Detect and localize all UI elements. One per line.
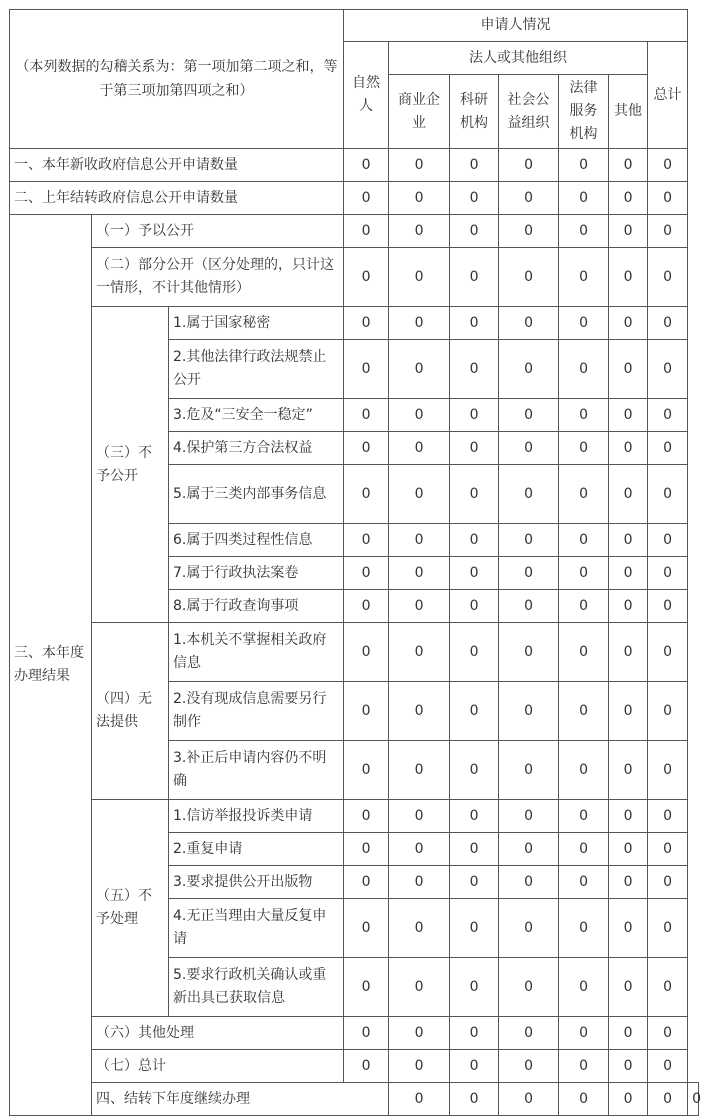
value-cell: 0 xyxy=(609,590,648,623)
row-label-not-process-item: 4.无正当理由大量反复申请 xyxy=(169,899,344,958)
value-cell: 0 xyxy=(389,899,450,958)
row-label-not-process-item: 2.重复申请 xyxy=(169,833,344,866)
value-cell: 0 xyxy=(389,557,450,590)
table-row xyxy=(10,307,699,340)
value-cell: 0 xyxy=(344,623,389,682)
value-cell: 0 xyxy=(609,557,648,590)
value-cell: 0 xyxy=(648,432,688,465)
value-cell: 0 xyxy=(559,182,609,215)
value-cell: 0 xyxy=(499,866,559,899)
value-cell: 0 xyxy=(648,833,688,866)
table-row xyxy=(10,623,699,682)
value-cell: 0 xyxy=(559,524,609,557)
value-cell: 0 xyxy=(648,465,688,524)
row-label-not-disclose-item: 8.属于行政查询事项 xyxy=(169,590,344,623)
value-cell: 0 xyxy=(648,557,688,590)
value-cell: 0 xyxy=(559,340,609,399)
table-row xyxy=(10,149,699,182)
value-cell: 0 xyxy=(499,1083,559,1116)
value-cell: 0 xyxy=(450,307,499,340)
value-cell: 0 xyxy=(344,899,389,958)
value-cell: 0 xyxy=(559,866,609,899)
value-cell: 0 xyxy=(499,149,559,182)
value-cell: 0 xyxy=(450,958,499,1017)
row-label-cannot-provide-item: 2.没有现成信息需要另行制作 xyxy=(169,682,344,741)
value-cell: 0 xyxy=(344,800,389,833)
row-label-other: （六）其他处理 xyxy=(92,1017,344,1050)
value-cell: 0 xyxy=(609,866,648,899)
value-cell: 0 xyxy=(344,557,389,590)
row-label-not-disclose-item: 4.保护第三方合法权益 xyxy=(169,432,344,465)
header-applicant: 申请人情况 xyxy=(344,10,688,42)
value-cell: 0 xyxy=(344,833,389,866)
value-cell: 0 xyxy=(344,1017,389,1050)
row-label-new-requests: 一、本年新收政府信息公开申请数量 xyxy=(10,149,344,182)
value-cell: 0 xyxy=(648,340,688,399)
value-cell: 0 xyxy=(450,432,499,465)
header-sub-legal-service: 法律服务机构 xyxy=(559,75,609,149)
row-label-cannot-provide: （四）无法提供 xyxy=(92,623,169,800)
value-cell: 0 xyxy=(559,215,609,248)
value-cell: 0 xyxy=(344,465,389,524)
row-label-carry-forward: 四、结转下年度继续办理 xyxy=(92,1083,389,1116)
value-cell: 0 xyxy=(499,524,559,557)
value-cell: 0 xyxy=(389,866,450,899)
value-cell: 0 xyxy=(499,557,559,590)
value-cell: 0 xyxy=(499,958,559,1017)
value-cell: 0 xyxy=(499,682,559,741)
value-cell: 0 xyxy=(609,182,648,215)
value-cell: 0 xyxy=(450,623,499,682)
row-label-not-process: （五）不予处理 xyxy=(92,800,169,1017)
value-cell: 0 xyxy=(559,248,609,307)
row-label-not-disclose-item: 1.属于国家秘密 xyxy=(169,307,344,340)
value-cell: 0 xyxy=(450,741,499,800)
value-cell: 0 xyxy=(450,899,499,958)
value-cell: 0 xyxy=(344,524,389,557)
row-label-not-process-item: 1.信访举报投诉类申请 xyxy=(169,800,344,833)
value-cell: 0 xyxy=(559,307,609,340)
row-label-not-disclose-item: 7.属于行政执法案卷 xyxy=(169,557,344,590)
value-cell: 0 xyxy=(450,215,499,248)
value-cell: 0 xyxy=(389,340,450,399)
value-cell: 0 xyxy=(344,307,389,340)
value-cell: 0 xyxy=(344,958,389,1017)
value-cell: 0 xyxy=(499,465,559,524)
value-cell: 0 xyxy=(450,1050,499,1083)
value-cell: 0 xyxy=(389,623,450,682)
value-cell: 0 xyxy=(559,800,609,833)
header-legal-other: 法人或其他组织 xyxy=(389,42,648,75)
row-label-subtotal: （七）总计 xyxy=(92,1050,344,1083)
value-cell: 0 xyxy=(389,1017,450,1050)
value-cell: 0 xyxy=(450,557,499,590)
value-cell: 0 xyxy=(609,465,648,524)
value-cell: 0 xyxy=(648,682,688,741)
value-cell: 0 xyxy=(389,182,450,215)
value-cell: 0 xyxy=(389,307,450,340)
value-cell: 0 xyxy=(389,590,450,623)
value-cell: 0 xyxy=(559,465,609,524)
value-cell: 0 xyxy=(609,399,648,432)
row-label-not-disclose: （三）不予公开 xyxy=(92,307,169,623)
value-cell: 0 xyxy=(648,307,688,340)
table-row xyxy=(10,1017,699,1050)
value-cell: 0 xyxy=(499,899,559,958)
value-cell: 0 xyxy=(648,1017,688,1050)
value-cell: 0 xyxy=(648,958,688,1017)
value-cell: 0 xyxy=(609,248,648,307)
value-cell: 0 xyxy=(344,866,389,899)
header-note: （本列数据的勾稽关系为：第一项加第二项之和，等于第三项加第四项之和） xyxy=(10,10,344,149)
value-cell: 0 xyxy=(344,399,389,432)
value-cell: 0 xyxy=(499,340,559,399)
value-cell: 0 xyxy=(609,149,648,182)
value-cell: 0 xyxy=(648,866,688,899)
value-cell: 0 xyxy=(648,399,688,432)
row-label-cannot-provide-item: 3.补正后申请内容仍不明确 xyxy=(169,741,344,800)
value-cell: 0 xyxy=(499,248,559,307)
value-cell: 0 xyxy=(499,741,559,800)
value-cell: 0 xyxy=(499,623,559,682)
value-cell: 0 xyxy=(389,833,450,866)
value-cell: 0 xyxy=(344,149,389,182)
value-cell: 0 xyxy=(499,1050,559,1083)
value-cell: 0 xyxy=(648,248,688,307)
value-cell: 0 xyxy=(389,465,450,524)
row-label-not-disclose-item: 3.危及“三安全一稳定” xyxy=(169,399,344,432)
row-label-partial: （二）部分公开（区分处理的，只计这一情形，不计其他情形） xyxy=(92,248,344,307)
value-cell: 0 xyxy=(344,182,389,215)
row-label-not-process-item: 3.要求提供公开出版物 xyxy=(169,866,344,899)
row-label-not-disclose-item: 2.其他法律行政法规禁止公开 xyxy=(169,340,344,399)
value-cell: 0 xyxy=(609,623,648,682)
value-cell: 0 xyxy=(450,182,499,215)
value-cell: 0 xyxy=(344,741,389,800)
value-cell: 0 xyxy=(609,340,648,399)
statistics-table xyxy=(9,9,699,1116)
value-cell: 0 xyxy=(609,1083,648,1116)
value-cell: 0 xyxy=(389,399,450,432)
value-cell: 0 xyxy=(450,1017,499,1050)
table-row xyxy=(10,800,699,833)
value-cell: 0 xyxy=(559,557,609,590)
value-cell: 0 xyxy=(648,215,688,248)
table-row xyxy=(10,1083,699,1116)
value-cell: 0 xyxy=(609,741,648,800)
value-cell: 0 xyxy=(389,958,450,1017)
value-cell: 0 xyxy=(648,149,688,182)
value-cell: 0 xyxy=(648,590,688,623)
value-cell: 0 xyxy=(344,340,389,399)
value-cell: 0 xyxy=(648,741,688,800)
value-cell: 0 xyxy=(648,182,688,215)
row-label-carried-over: 二、上年结转政府信息公开申请数量 xyxy=(10,182,344,215)
value-cell: 0 xyxy=(499,432,559,465)
value-cell: 0 xyxy=(609,682,648,741)
value-cell: 0 xyxy=(450,340,499,399)
value-cell: 0 xyxy=(450,248,499,307)
value-cell: 0 xyxy=(609,899,648,958)
value-cell: 0 xyxy=(450,682,499,741)
value-cell: 0 xyxy=(344,682,389,741)
value-cell: 0 xyxy=(609,215,648,248)
value-cell: 0 xyxy=(559,399,609,432)
row-label-cannot-provide-item: 1.本机关不掌握相关政府信息 xyxy=(169,623,344,682)
value-cell: 0 xyxy=(559,958,609,1017)
value-cell: 0 xyxy=(389,1050,450,1083)
value-cell: 0 xyxy=(450,399,499,432)
value-cell: 0 xyxy=(648,1083,688,1116)
value-cell: 0 xyxy=(450,590,499,623)
value-cell: 0 xyxy=(344,590,389,623)
value-cell: 0 xyxy=(648,623,688,682)
value-cell: 0 xyxy=(450,465,499,524)
header-natural-person: 自然人 xyxy=(344,42,389,149)
value-cell: 0 xyxy=(609,833,648,866)
table-row xyxy=(10,248,699,307)
header-sub-business: 商业企业 xyxy=(389,75,450,149)
value-cell: 0 xyxy=(648,1050,688,1083)
value-cell: 0 xyxy=(389,248,450,307)
value-cell: 0 xyxy=(559,432,609,465)
table-row xyxy=(10,1050,699,1083)
value-cell: 0 xyxy=(688,1083,699,1116)
value-cell: 0 xyxy=(450,524,499,557)
value-cell: 0 xyxy=(559,1083,609,1116)
value-cell: 0 xyxy=(648,899,688,958)
value-cell: 0 xyxy=(389,741,450,800)
value-cell: 0 xyxy=(344,1050,389,1083)
value-cell: 0 xyxy=(344,432,389,465)
value-cell: 0 xyxy=(559,1017,609,1050)
value-cell: 0 xyxy=(609,307,648,340)
row-label-not-process-item: 5.要求行政机关确认或重新出具已获取信息 xyxy=(169,958,344,1017)
value-cell: 0 xyxy=(389,800,450,833)
value-cell: 0 xyxy=(499,800,559,833)
header-sub-public-welfare: 社会公益组织 xyxy=(499,75,559,149)
row-label-not-disclose-item: 5.属于三类内部事务信息 xyxy=(169,465,344,524)
value-cell: 0 xyxy=(609,524,648,557)
value-cell: 0 xyxy=(344,215,389,248)
value-cell: 0 xyxy=(389,524,450,557)
value-cell: 0 xyxy=(389,432,450,465)
value-cell: 0 xyxy=(499,1017,559,1050)
value-cell: 0 xyxy=(559,590,609,623)
value-cell: 0 xyxy=(450,866,499,899)
value-cell: 0 xyxy=(609,432,648,465)
value-cell: 0 xyxy=(499,182,559,215)
row-label-disclose: （一）予以公开 xyxy=(92,215,344,248)
value-cell: 0 xyxy=(609,958,648,1017)
value-cell: 0 xyxy=(499,215,559,248)
value-cell: 0 xyxy=(450,149,499,182)
value-cell: 0 xyxy=(344,248,389,307)
header-sub-other: 其他 xyxy=(609,75,648,149)
value-cell: 0 xyxy=(450,833,499,866)
value-cell: 0 xyxy=(559,899,609,958)
row-label-results: 三、本年度办理结果 xyxy=(10,215,92,1116)
value-cell: 0 xyxy=(559,149,609,182)
header-sub-research: 科研机构 xyxy=(450,75,499,149)
value-cell: 0 xyxy=(609,1017,648,1050)
table-row xyxy=(10,182,699,215)
row-label-not-disclose-item: 6.属于四类过程性信息 xyxy=(169,524,344,557)
value-cell: 0 xyxy=(559,1050,609,1083)
value-cell: 0 xyxy=(389,149,450,182)
table-row xyxy=(10,215,699,248)
value-cell: 0 xyxy=(609,1050,648,1083)
value-cell: 0 xyxy=(450,1083,499,1116)
header-total: 总计 xyxy=(648,42,688,149)
value-cell: 0 xyxy=(389,1083,450,1116)
value-cell: 0 xyxy=(559,623,609,682)
value-cell: 0 xyxy=(389,682,450,741)
value-cell: 0 xyxy=(389,215,450,248)
value-cell: 0 xyxy=(499,833,559,866)
value-cell: 0 xyxy=(609,800,648,833)
value-cell: 0 xyxy=(499,307,559,340)
value-cell: 0 xyxy=(648,524,688,557)
value-cell: 0 xyxy=(559,741,609,800)
value-cell: 0 xyxy=(450,800,499,833)
value-cell: 0 xyxy=(559,682,609,741)
value-cell: 0 xyxy=(559,833,609,866)
value-cell: 0 xyxy=(499,399,559,432)
value-cell: 0 xyxy=(648,800,688,833)
value-cell: 0 xyxy=(499,590,559,623)
